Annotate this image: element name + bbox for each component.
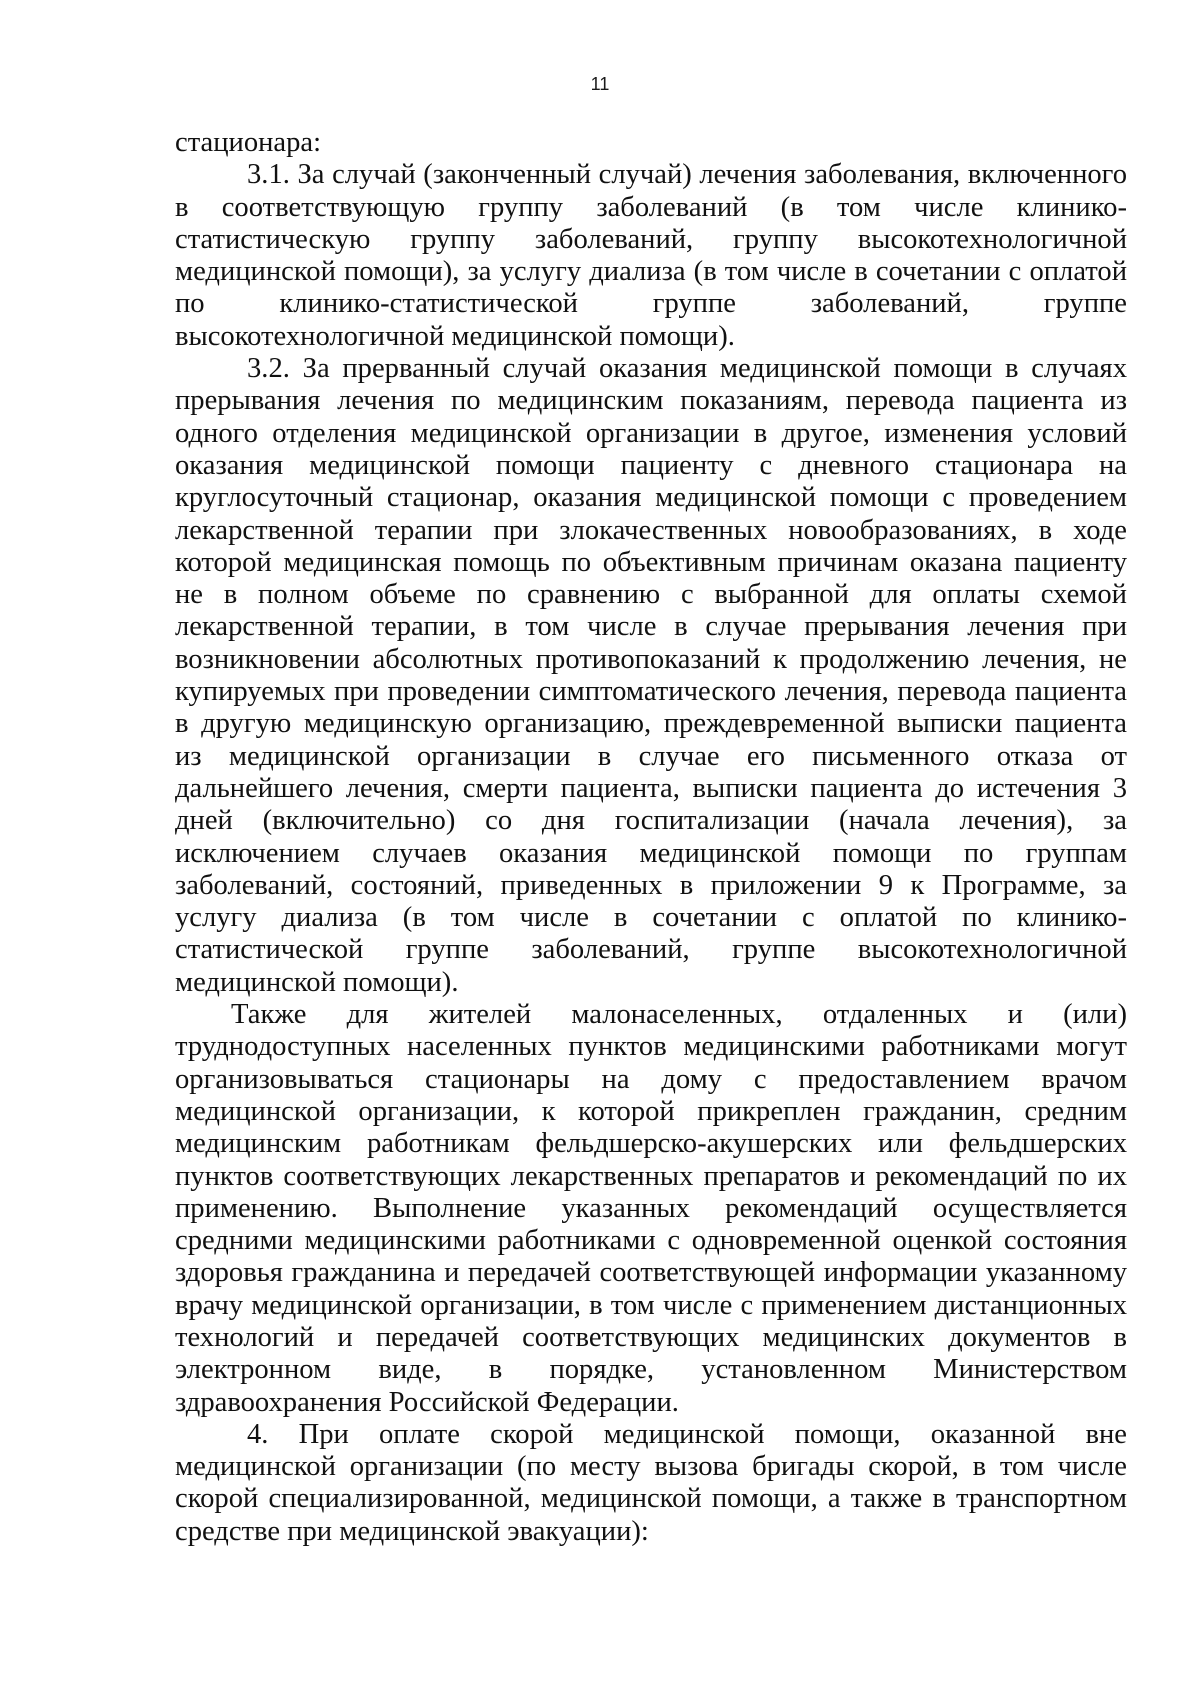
document-body — [175, 127, 1127, 1548]
paragraph-continuation: стационара: — [175, 127, 322, 158]
paragraph-rural-home-care: Также для жителей малонаселенных, отдаленных и (или) труднодоступных населенных пунктов медицинскими работниками могут организовываться стационары на дому с предоставлением врачом медицинской организации, к которой прикреплен гражданин, средним медицинским работникам фельдшерско-акушерских или фельдшерских пунктов соответствующих лекарственных препаратов и рекомендаций по их применению. Выполнение указанных рекомендаций осуществляется средними медицинскими работниками с одновременной оценкой состояния здоровья гражданина и передачей соответствующей информации указанному врачу медицинской организации, в том числе с применением дистанционных технологий и передачей соответствующих медицинских документов в электронном виде, в порядке, установленном Министерством здравоохранения Российской Федерации. — [175, 999, 1127, 1418]
paragraph-3-2: 3.2. За прерванный случай оказания медицинской помощи в случаях прерывания лечения по медицинским показаниям, перевода пациента из одного отделения медицинской организации в другое, изменения условий оказания медицинской помощи пациенту с дневного стационара на круглосуточный стационар, оказания медицинской помощи с проведением лекарственной терапии при злокачественных новообразованиях, в ходе которой медицинская помощь по объективным причинам оказана пациенту не в полном объеме по сравнению с выбранной для оплаты схемой лекарственной терапии, в том числе в случае прерывания лечения при возникновении абсолютных противопоказаний к продолжению лечения, не купируемых при проведении симптоматического лечения, перевода пациента в другую медицинскую организацию, преждевременной выписки пациента из медицинской организации в случае его письменного отказа от дальнейшего лечения, смерти пациента, выписки пациента до истечения 3 дней (включительно) со дня госпитализации (начала лечения), за исключением случаев оказания медицинской помощи по группам заболеваний, состояний, приведенных в приложении 9 к Программе, за услугу диализа (в том числе в сочетании с оплатой по клинико-статистической группе заболеваний, группе высокотехнологичной медицинской помощи). — [175, 353, 1127, 998]
page-number: 11 — [590, 74, 610, 94]
paragraph-3-1: 3.1. За случай (законченный случай) лечения заболевания, включенного в соответствующую группу заболеваний (в том числе клинико-статистическую группу заболеваний, группу высокотехнологичной медицинской помощи), за услугу диализа (в том числе в сочетании с оплатой по клинико-статистической группе заболеваний, группе высокотехнологичной медицинской помощи). — [175, 159, 1127, 352]
paragraph-4: 4. При оплате скорой медицинской помощи, оказанной вне медицинской организации (по месту вызова бригады скорой, в том числе скорой специализированной, медицинской помощи, а также в транспортном средстве при медицинской эвакуации): — [175, 1418, 1127, 1547]
